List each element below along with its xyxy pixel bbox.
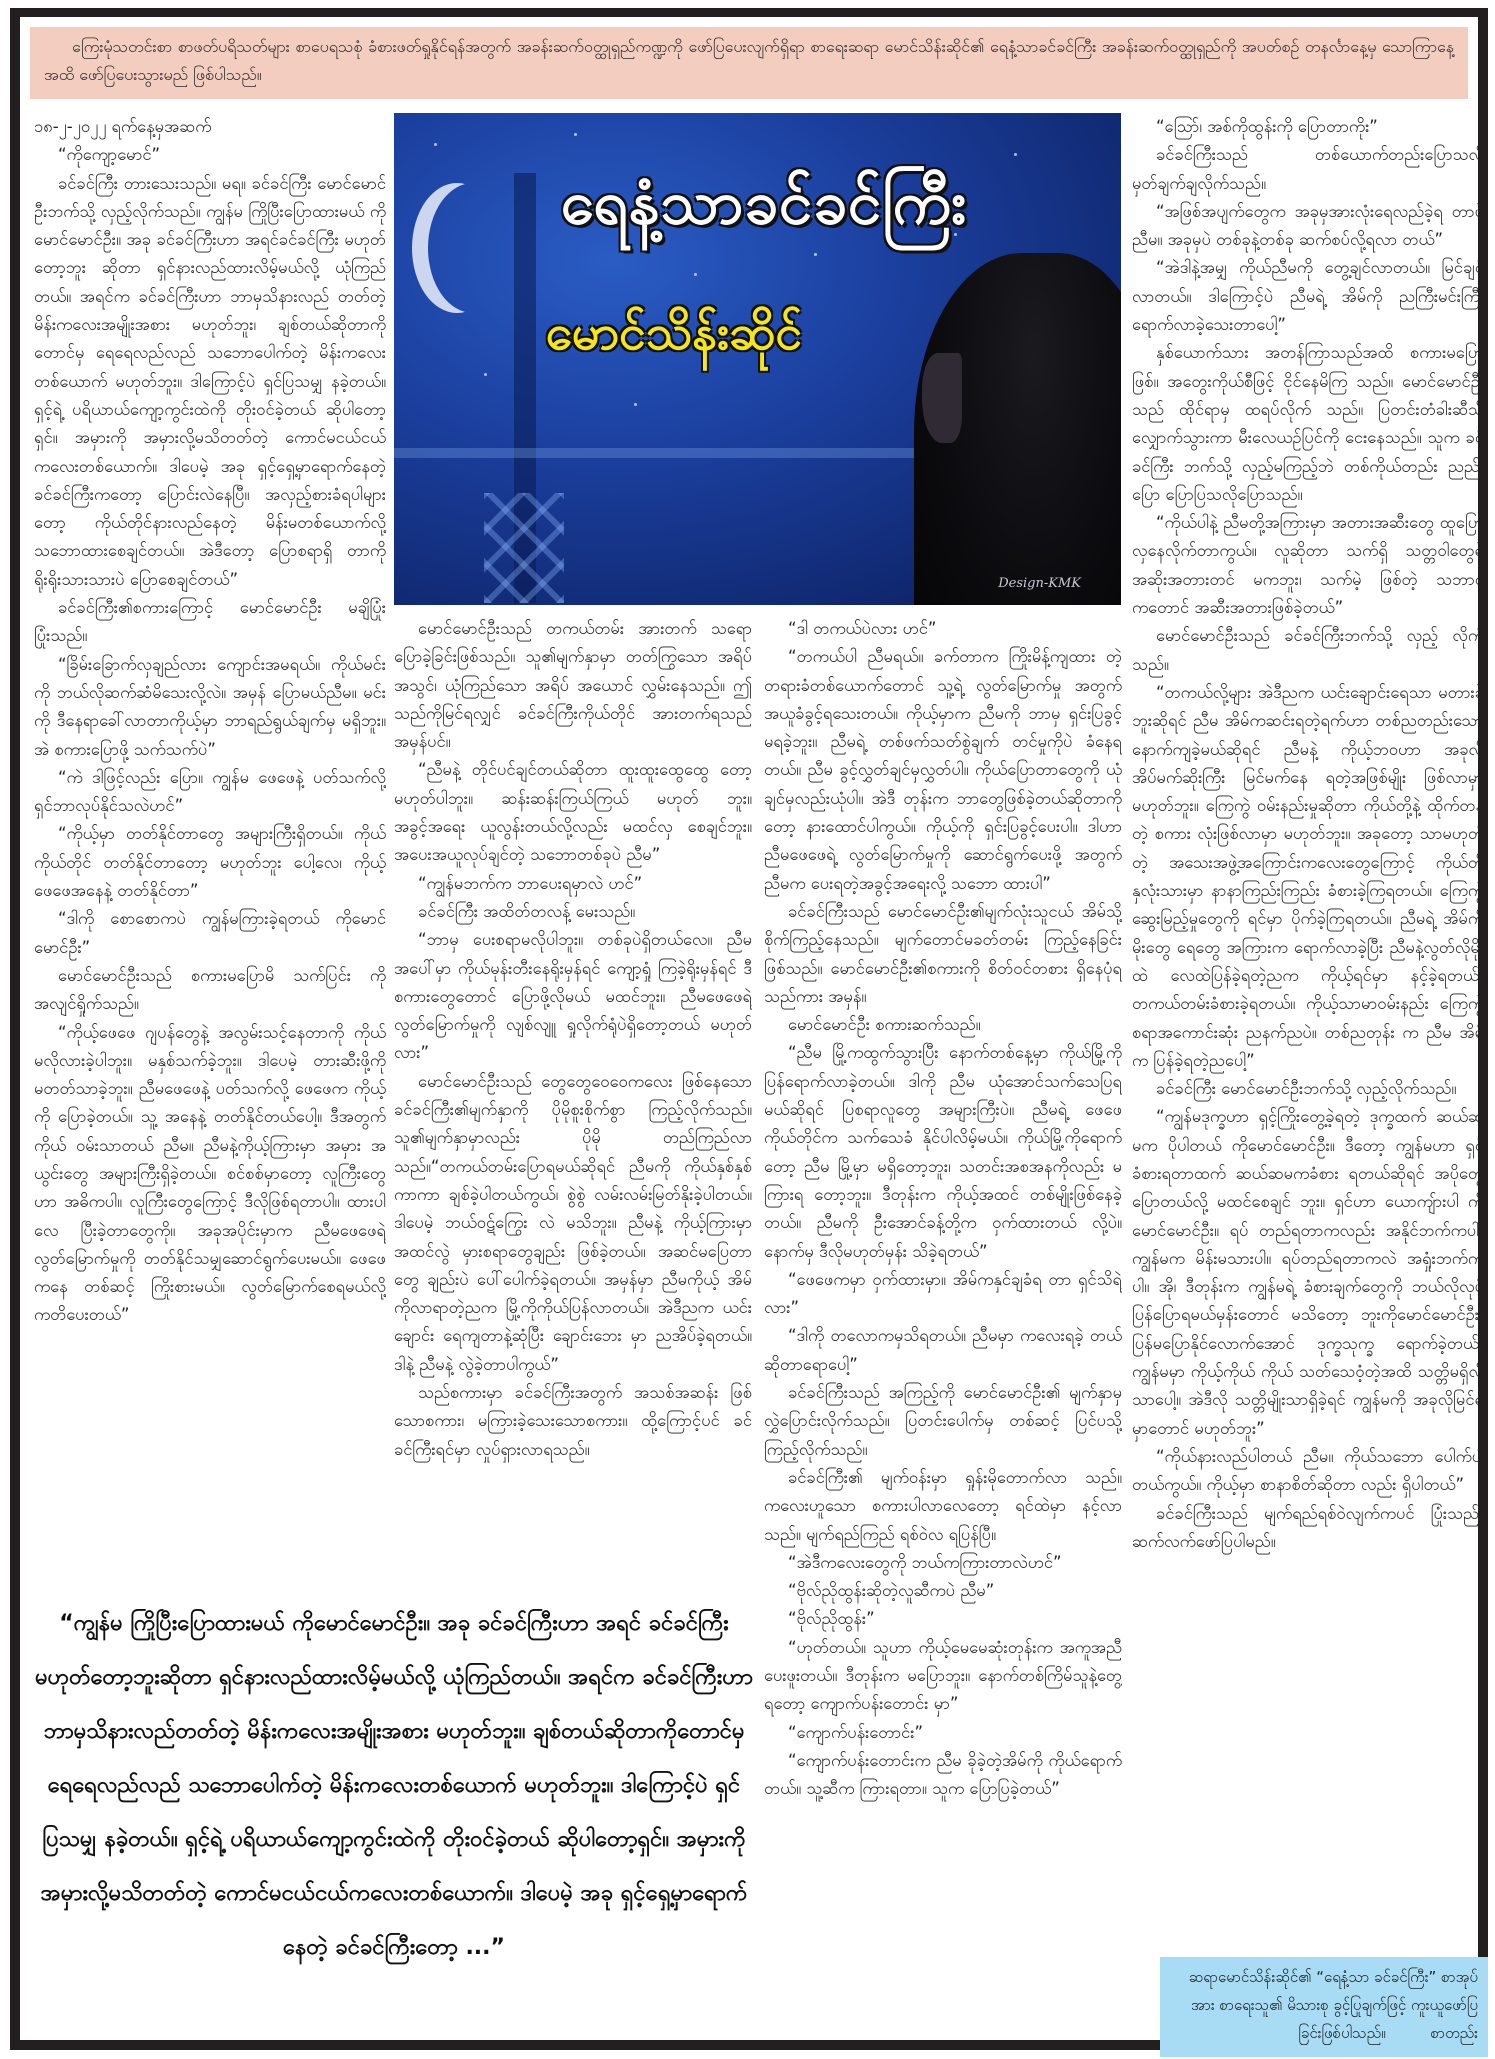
paragraph: ခင်ခင်ကြီးသည် အကြည့်ကို မောင်မောင်ဦး၏ မျက်နှာမှ လွှဲပြောင်းလိုက်သည်။ ပြတင်းပေါက်မှ တစ်ဆင့် ပြင်ပသို့ ကြည့်လိုက်သည်။	[764, 1383, 1122, 1459]
story-author: မောင်သိန်းဆိုင်	[545, 305, 803, 361]
pull-quote	[34, 1589, 754, 2059]
paragraph: “ကိုယ့်ဖေဖေ ဂျပန်တွေနဲ့ အလွမ်းသင့်နေတာကို ကိုယ် မလိုလားခဲ့ပါဘူး။ မနှစ်သက်ခဲ့ဘူး။ ဒါပေမဲ့ တားဆီးဖို့ကို မတတ်သာခဲ့ဘူး။ ညီမဖေဖေနဲ့ ပတ်သက်လို့ ဖေဖေက ကိုယ့်ကို ပြောခဲ့တယ်။ သူ့ အနေနဲ့ တတ်နိုင်တယ်ပေါ့။ ဒီအတွက် ကိုယ် ဝမ်းသာတယ် ညီမ။ ညီမနဲ့ကိုယ့်ကြားမှာ အမှား အယွင်းတွေ အများကြီးရှိခဲ့တယ်။ စင်စစ်မှာတော့ လူကြီးတွေဟာ အဓိကပါ။ လူကြီးတွေကြောင့် ဒီလိုဖြစ်ရတာပါ။ ထားပါလေ ပြီးခဲ့တာတွေကို။ အခုအပိုင်းမှာက ညီမဖေဖေရဲ့ လွတ်မြောက်မှုကို တတ်နိုင်သမျှဆောင်ရွက်ပေးမယ်။ ဖေဖေကနေ တစ်ဆင့် ကြိုးစားမယ်။ လွတ်မြောက်စေရမယ်လို့ ကတိပေးတယ်”	[34, 1022, 386, 1325]
paragraph: “ကိုယ်နားလည်ပါတယ် ညီမ။ ကိုယ်သဘော ပေါက်ပါတယ်ကွယ်။ ကိုယ့်မှာ စာနာစိတ်ဆိုတာ လည်း ရှိပါတယ်”	[1132, 1446, 1484, 1495]
credit-box	[1160, 1957, 1488, 2057]
paragraph: “ဖေဖေကမှာ ဝှက်ထားမှာ။ အိမ်ကနှင်ချခံရ တာ ရှင်သိရဲ့လား”	[764, 1269, 1122, 1318]
star-icon	[694, 273, 697, 276]
paragraph: “အဲဒီကလေးတွေကို ဘယ်ကကြားတာလဲဟင်”	[788, 1552, 1062, 1572]
paragraph: “ဗိုလ်ညိုထွန်း”	[788, 1609, 875, 1629]
paragraph: မောင်မောင်ဦးသည် ခင်ခင်ကြီးဘက်သို့ လှည့် လိုက်သည်။	[1132, 626, 1484, 674]
intro-banner	[30, 27, 1468, 99]
paragraph: “ညီမ မြို့ကထွက်သွားပြီး နောက်တစ်နေ့မှာ ကိုယ်မြို့ကို ပြန်ရောက်လာခဲ့တယ်။ ဒါကို ညီမ ယုံအောင်သက်သေပြရမယ်ဆိုရင် ပြစရာလူတွေ အများကြီးပဲ။ ညီမရဲ့ ဖေဖေကိုယ်တိုင်က သက်သေခံ နိုင်ပါလိမ့်မယ်။ ကိုယ်မြို့ကိုရောက်တော့ ညီမ မြို့မှာ မရှိတော့ဘူး၊ သတင်းအစအနကိုလည်း မကြားရ တော့ဘူး။ ဒီတုန်းက ကိုယ့်အထင် တစ်မျိုးဖြစ်နေခဲ့ တယ်။ ညီမကို ဦးအောင်ခန့်တို့က ဝှက်ထားတယ် လို့ပဲ။ နောက်မှ ဒီလိုမဟုတ်မှန်း သိခဲ့ရတယ်”	[764, 1043, 1122, 1261]
paragraph: “ကိုကျော့မောင်”	[58, 145, 161, 165]
column-3	[764, 615, 1122, 2045]
star-icon	[434, 143, 437, 146]
paragraph: “အဲဒါနဲ့အမျှ ကိုယ်ညီမကို တွေ့ချင်လာတယ်။ မြင်ချင်လာတယ်။ ဒါကြောင့်ပဲ ညီမရဲ့ အိမ်ကို ညကြီးမင်းကြီးရောက်လာခဲ့သေးတာပေါ့”	[1132, 258, 1484, 335]
paragraph: နှစ်ယောက်သား အတန်ကြာသည်အထိ စကားမပြောဖြစ်။ အတွေးကိုယ်စီဖြင့် ငိုင်နေမိကြ သည်။ မောင်မောင်ဦးသည် ထိုင်ရာမှ ထရပ်လိုက် သည်။ ပြတင်းတံခါးဆီသို့ လျှောက်သွားကာ မီးလေယဉ်ပြင်ကို ငေးနေသည်။ သူက ခင်ခင်ကြီး ဘက်သို့ လှည့်မကြည့်ဘဲ တစ်ကိုယ်တည်း ညည်း ပြော ပြောပြသလိုပြောသည်။	[1132, 343, 1484, 504]
star-icon	[634, 403, 637, 406]
woman-face	[922, 353, 962, 443]
star-icon	[814, 253, 817, 256]
paragraph: “ကဲ ဒါဖြင့်လည်း ပြော။ ကျွန်မ ဖေဖေနဲ့ ပတ်သက်လို့ ရှင်ဘာလုပ်နိုင်သလဲဟင်”	[34, 767, 386, 816]
paragraph: ခင်ခင်ကြီး၏စကားကြောင့် မောင်မောင်ဦး မချိပြုံး ပြုံးသည်။	[34, 598, 386, 646]
paragraph: မောင်မောင်ဦး စကားဆက်သည်။	[788, 1015, 981, 1035]
paragraph: “ကျွန်မဒုက္ခဟာ ရှင့်ကြိုးတွေ့ခဲ့ရတဲ့ ဒုက္ခထက် ဆယ်ဆမက ပိုပါတယ် ကိုမောင်မောင်ဦး။ ဒီတော့ ကျွန်မဟာ ရှင့်ခံစားရတာထက် ဆယ်ဆမကခံစား ရတယ်ဆိုရင် အပိုတွေပြောတယ်လို့ မထင်စေချင် ဘူး။ ရှင်ဟာ ယောကျ်ားပါ ကိုမောင်မောင်ဦး။ ရပ် တည်ရတာကလည်း အနိုင်ဘက်ကပါ။ ကျွန်မက မိန်းမသားပါ။ ရပ်တည်ရတာကလဲ အရှုံးဘက်က ပါ။ အို၊ ဒီတုန်းက ကျွန်မရဲ့ ခံစားချက်တွေကို ဘယ်လိုလုပ် ပြန်ပြောရမယ်မှန်းတောင် မသိတော့ ဘူးကိုမောင်မောင်ဦး။ ပြန်မပြောနိုင်လောက်အောင် ဒုက္ခသုက္ခ ရောက်ခဲ့တယ်။ ကျွန်မမှာ ကိုယ့်ကိုယ် ကိုယ် သတ်သေဝံ့တဲ့အထိ သတ္တိမရှိလို့သာပေါ့။ အဲဒီလို သတ္တိမျိုးသာရှိခဲ့ရင် ကျွန်မကို အခုလိုမြင်ရ မှာတောင် မဟုတ်ဘူး”	[1132, 1107, 1484, 1438]
paragraph: “ဒါကို တလောကမှသိရတယ်။ ညီမမှာ ကလေးရခဲ့ တယ်ဆိုတာရောပေါ့”	[764, 1326, 1122, 1374]
paragraph: ခင်ခင်ကြီး၏ မျက်ဝန်းမှာ ရှုန်းမိုတောက်လာ သည်။ ကလေးဟူသော စကားပါလာလေတော့ ရင်ထဲမှာ နင့်လာသည်။ မျက်ရည်ကြည် ရစ်ဝဲလ ရပြန်ပြီ။	[764, 1467, 1122, 1544]
paragraph: “ဗိုလ်ညိုထွန်းဆိုတဲ့လူဆီကပဲ ညီမ”	[788, 1581, 995, 1601]
paragraph: ၁၈-၂-၂၀၂၂ ရက်နေ့မှအဆက်	[34, 117, 212, 136]
design-credit: Design-KMK	[998, 576, 1081, 591]
paragraph: “ညီမနဲ့ တိုင်ပင်ချင်တယ်ဆိုတာ ထူးထူးထွေထွေ တော့ မဟုတ်ပါဘူး။ ဆန်းဆန်းကြယ်ကြယ် မဟုတ် ဘူး။ အခွင့်အရေး ယူလွန်းတယ်လို့လည်း မထင်လှ စေချင်ဘူး။ အပေးအယူလုပ်ချင်တဲ့ သဘောတစ်ခုပဲ ညီမ”	[394, 760, 752, 865]
paragraph: မောင်မောင်ဦးသည် တွေတွေဝေဝေကလေး ဖြစ်နေသော ခင်ခင်ကြီး၏မျက်နှာကို ပိုမိုစူးစိုက်စွာ ကြည့်လိုက်သည်။ သူ၏မျက်နှာမှာလည်း ပိုမို တည်ကြည်လာသည်။“တကယ်တမ်းပြောရမယ်ဆိုရင် ညီမကို ကိုယ်နှစ်နှစ်ကာကာ ချစ်ခဲ့ပါတယ်ကွယ်၊ စွဲစွဲ လမ်းလမ်းမြတ်နိုးခဲ့ပါတယ်။ ဒါပေမဲ့ ဘယ်ဝဋ်ကြွေး လဲ မသိဘူး။ ညီမနဲ့ ကိုယ့်ကြားမှာ အထင်လွဲ မှားစရာတွေချည်း ဖြစ်ခဲ့တယ်။ အဆင်မပြေတာတွေ ချည်းပဲ ပေါ်ပေါက်ခဲ့ရတယ်။ အမှန်မှာ ညီမကိုယ့် အိမ်ကိုလာရာတဲ့ညက မြို့ကိုကိုယ်ပြန်လာတယ်။ အဲဒီညက ယင်းချောင်း ရေကျတာနဲ့ဆုံပြီး ချောင်းဘေး မှာ ညအိပ်ခဲ့ရတယ်။ ဒါနဲ့ ညီမနဲ့ လွဲခဲ့တာပါကွယ်”	[394, 1071, 752, 1374]
paragraph: ခင်ခင်ကြီး အထိတ်တလန့် မေးသည်။	[418, 901, 636, 921]
credit-text: ဆရာမောင်သိန်းဆိုင်၏ “ရေနံ့သာ ခင်ခင်ကြီး” စာအုပ်အား စာရေးသူ၏ မိသားစု ခွင့်ပြုချက်ဖြင့် ကူးယူဖော်ပြခြင်းဖြစ်ပါသည်။	[1188, 1968, 1478, 2042]
paragraph: မောင်မောင်ဦးသည် စကားမပြောမိ သက်ပြင်း ကို အလျင်ရှိုက်သည်။	[34, 965, 386, 1014]
paragraph: ခင်ခင်ကြီးသည် မျက်ရည်ရစ်ဝဲလျက်ကပင် ပြုံးသည်။ ဆက်လက်ဖော်ပြပါမည်။	[1132, 1503, 1484, 1551]
paragraph: “ကျောက်ပန်းတောင်းက ညီမ ခိုခဲ့တဲ့အိမ်ကို ကိုယ်ရောက်တယ်။ သူ့ဆီက ကြားရတာ။ သူက ပြောပြခဲ့တယ်”	[764, 1750, 1122, 1799]
paragraph: ခင်ခင်ကြီး မောင်မောင်ဦးဘက်သို့ လှည့်လိုက်သည်။	[1156, 1079, 1457, 1099]
paragraph: “ဒါကို စောစောကပဲ ကျွန်မကြားခဲ့ရတယ် ကိုမောင်မောင်ဦး”	[34, 909, 386, 957]
paragraph: “ကိုယ်ပါနဲ့ ညီမတို့အကြားမှာ အတားအဆီးတွေ ထူပြောလှနေလိုက်တာကွယ်။ လူဆိုတာ သက်ရှိ သတ္တဝါတွေရဲ့ အဆိုးအတားတင် မကဘူး၊ သက်မဲ့ ဖြစ်တဲ့ သဘာဝကတောင် အဆီးအတားဖြစ်ခဲ့တယ်”	[1132, 513, 1484, 618]
editor-signature: စာတည်း	[1430, 2024, 1478, 2042]
star-icon	[574, 133, 577, 136]
column-4	[1132, 113, 1484, 1913]
window-lattice	[484, 493, 564, 603]
paragraph: မောင်မောင်ဦးသည် တကယ်တမ်း အားတက် သရော ပြောခဲ့ခြင်းဖြစ်သည်။ သူ၏မျက်နှာမှာ တတ်ကြွသော အရိပ်အသွင်၊ ယုံကြည်သော အရိပ် အယောင် လွှမ်းနေသည်။ ဤသည်ကိုမြင်ရလျှင် ခင်ခင်ကြီးကိုယ်တိုင် အားတက်ရသည် အမှန်ပင်။	[394, 619, 752, 752]
paragraph: သည်စကားမှာ ခင်ခင်ကြီးအတွက် အသစ်အဆန်း ဖြစ်သောစကား၊ မကြားခဲ့သေးသောစကား။ ထို့ကြောင့်ပင် ခင်ခင်ကြီးရင်မှာ လှုပ်ရှားလာရသည်။	[394, 1383, 752, 1459]
paragraph: “ဟုတ်တယ်။ သူဟာ ကိုယ့်မေမေဆုံးတုန်းက အကူအညီ ပေးဖူးတယ်။ ဒီတုန်းက မပြောဘူး။ နောက်တစ်ကြိမ်သူနဲ့တွေ့ရတော့ ကျောက်ပန်းတောင်း မှာ”	[764, 1637, 1122, 1714]
star-icon	[484, 373, 487, 376]
paragraph: “ခြိမ်းခြောက်လှချည်လား ကျောင်းအမရယ်။ ကိုယ်မင်းကို ဘယ်လိုဆက်ဆံမိသေးလို့လဲ။ အမှန် ပြောမယ်ညီမ။ မင်းကို ဒီနေရာခေါ်လာတာကိုယ့်မှာ ဘာရည်ရွယ်ချက်မှ မရှိဘူး။ အဲ စကားပြောဖို့ သက်သက်ပဲ”	[34, 654, 386, 759]
column-1	[34, 113, 386, 1578]
hero-illustration	[394, 113, 1121, 605]
intro-text: ကြေးမုံသတင်းစာ စာဖတ်ပရိသတ်များ စာပေရသစုံ ခံစားဖတ်ရှုနိုင်ရန်အတွက် အခန်းဆက်ဝတ္ထုရှည်ကဏ္ဍကို ဖော်ပြပေးလျက်ရှိရာ စာရေးဆရာ မောင်သိန်းဆိုင်၏ ရေနံ့သာခင်ခင်ကြီး အခန်းဆက်ဝတ္ထုရှည်ကို အပတ်စဉ် တနင်္လာနေ့မှ သောကြာနေ့အထိ ဖော်ပြပေးသွားမည် ဖြစ်ပါသည်။	[44, 37, 1454, 84]
story-title: ရေနံ့သာခင်ခင်ကြီး	[560, 168, 968, 238]
paragraph: “တကယ်ပါ ညီမရယ်။ ခက်တာက ကြိုးမိန့်ကျထား တဲ့ တရားခံတစ်ယောက်တောင် သူ့ရဲ့ လွတ်မြောက်မှု အတွက် အယူခံခွင့်ရသေးတယ်။ ကိုယ့်မှာက ညီမကို ဘာမှ ရှင်းပြခွင့် မရခဲ့ဘူး။ ညီမရဲ့ တစ်ဖက်သတ်စွဲချက် တင်မှုကိုပဲ ခံနေရတယ်။ ညီမ ခွင့်လွှတ်ချင်မှလွှတ်ပါ။ ကိုယ်ပြောတာတွေကို ယုံချင်မှလည်းယုံပါ။ အဲဒီ တုန်းက ဘာတွေဖြစ်ခဲ့တယ်ဆိုတာကိုတော့ နားထောင်ပါကွယ်။ ကိုယ့်ကို ရှင်းပြခွင့်ပေးပါ။ ဒါဟာ ညီမဖေဖေရဲ့ လွတ်မြောက်မှုကို ဆောင်ရွက်ပေးဖို့ အတွက် ညီမက ပေးရတဲ့အခွင့်အရေးလို့ သဘော ထားပါ”	[764, 647, 1122, 893]
column-2	[394, 615, 752, 1575]
paragraph: “ဩော်၊ အစ်ကိုထွန်းကို ပြောတာကိုး”	[1156, 117, 1378, 136]
star-icon	[1014, 153, 1017, 156]
paragraph: “ကိုယ့်မှာ တတ်နိုင်တာတွေ အများကြီးရှိတယ်။ ကိုယ်ကိုယ်တိုင် တတ်နိုင်တာတော့ မဟုတ်ဘူး ပေါ့လေ၊ ကိုယ့်ဖေဖေအနေနဲ့ တတ်နိုင်တာ”	[34, 824, 386, 901]
paragraph: “ဘာမှ ပေးစရာမလိုပါဘူး။ တစ်ခုပဲရှိတယ်လေ။ ညီမအပေါ်မှာ ကိုယ်မုန်းတီးနေရိုးမှန်ရင် ကျော့ရှုံ ကြခဲ့ရိုးမှန်ရင် ဒီစကားတွေတောင် ပြောဖို့လိုမယ် မထင်ဘူး။ ညီမဖေဖေရဲ့ လွတ်မြောက်မှုကို လျစ်လျူ ရှုလိုက်ရုံပဲရှိတော့တယ် မဟုတ်လား”	[394, 930, 752, 1063]
paragraph: “အဖြစ်အပျက်တွေက အခုမှအားလုံးရေလည်ခဲ့ရ တာပဲညီမ။ အခုမှပဲ တစ်ခုနဲ့တစ်ခု ဆက်စပ်လို့ရလာ တယ်”	[1132, 201, 1484, 250]
paragraph: ခင်ခင်ကြီး တားသေးသည်။ မရ။ ခင်ခင်ကြီး မောင်မောင်ဦးဘက်သို့ လှည့်လိုက်သည်။ ကျွန်မ ကြိုပြီးပြောထားမယ် ကိုမောင်မောင်ဦး။ အခု ခင်ခင်ကြီးဟာ အရင်ခင်ခင်ကြီး မဟုတ်တော့ဘူး ဆိုတာ ရှင်နားလည်ထားလိမ့်မယ်လို့ ယုံကြည်တယ်။ အရင်က ခင်ခင်ကြီးဟာ ဘာမှသိနားလည် တတ်တဲ့ မိန်းကလေးအမျိုးအစား မဟုတ်ဘူး၊ ချစ်တယ်ဆိုတာကိုတောင်မှ ရေရေလည်လည် သဘောပေါက်တဲ့ မိန်းကလေးတစ်ယောက် မဟုတ်ဘူး။ ဒါကြောင့်ပဲ ရှင်ပြသမျှ နခဲ့တယ်။ ရှင့်ရဲ့ ပရိယာယ်ကျော့ကွင်းထဲကို တိုးဝင်ခဲ့တယ် ဆိုပါတော့ရှင်။ အမှားကို အမှားလို့မသိတတ်တဲ့ ကောင်မငယ်ငယ်ကလေးတစ်ယောက်။ ဒါပေမဲ့ အခု ရှင့်ရှေ့မှာရောက်နေတဲ့ ခင်ခင်ကြီးကတော့ ပြောင်းလဲနေပြီ။ အလှည့်စားခံရပါများတော့ ကိုယ်တိုင်နားလည်နေတဲ့ မိန်းမတစ်ယောက်လို့ သဘောထားစေချင်တယ်။ အဲဒီတော့ ပြောစရာရှိ တာကို ရိုးရိုးသားသားပဲ ပြောစေချင်တယ်”	[34, 173, 386, 589]
paragraph: “ဒါ တကယ်ပဲလား ဟင်”	[788, 619, 937, 638]
paragraph: ခင်ခင်ကြီးသည် မောင်မောင်ဦး၏မျက်လုံးသူငယ် အိမ်သို့ စိုက်ကြည့်နေသည်။ မျက်တောင်မခတ်တမ်း ကြည့်နေခြင်းဖြစ်သည်။ မောင်မောင်ဦး၏စကားကို စိတ်ဝင်တစား ရှိနေပုံရသည်ကား အမှန်။	[764, 901, 1122, 1006]
paragraph: ခင်ခင်ကြီးသည် တစ်ယောက်တည်းပြောသလို မှတ်ချက်ချလိုက်သည်။	[1132, 145, 1484, 193]
pull-quote-text: “ကျွန်မ ကြိုပြီးပြောထားမယ် ကိုမောင်မောင်ဦး။ အခု ခင်ခင်ကြီးဟာ အရင် ခင်ခင်ကြီး မဟုတ်တော့ဘူးဆိုတာ ရှင်နားလည်ထားလိမ့်မယ်လို့ ယုံကြည်တယ်။ အရင်က ခင်ခင်ကြီးဟာ ဘာမှသိနားလည်တတ်တဲ့ မိန်းကလေးအမျိုးအစား မဟုတ်ဘူး။ ချစ်တယ်ဆိုတာကိုတောင်မှ ရေရေလည်လည် သဘောပေါက်တဲ့ မိန်းကလေးတစ်ယောက် မဟုတ်ဘူး။ ဒါကြောင့်ပဲ ရှင်ပြသမျှ နခဲ့တယ်။ ရှင့်ရဲ့ ပရိယာယ်ကျော့ကွင်းထဲကို တိုးဝင်ခဲ့တယ် ဆိုပါတော့ရှင်။ အမှားကို အမှားလို့မသိတတ်တဲ့ ကောင်မငယ်ငယ်ကလေးတစ်ယောက်။ ဒါပေမဲ့ အခု ရှင့်ရှေ့မှာရောက်နေတဲ့ ခင်ခင်ကြီးတော့ ...”	[35, 1611, 753, 1960]
paragraph: “ကျွန်မဘက်က ဘာပေးရမှာလဲ ဟင်”	[418, 873, 643, 893]
paragraph: “တကယ်လို့များ အဲဒီညက ယင်းချောင်းရေသာ မတားခဲ့ဘူးဆိုရင် ညီမ အိမ်ကဆင်းရတဲ့ရက်ဟာ တစ်ညတည်းသော နောက်ကျခဲ့မယ်ဆိုရင် ညီမနဲ့ ကိုယ့်ဘဝဟာ အခုလို အိပ်မက်ဆိုးကြီး မြင်မက်နေ ရတဲ့အဖြစ်မျိုး ဖြစ်လာမှာမဟုတ်ဘူး။ ကြေကွဲ ဝမ်းနည်းမှုဆိုတာ ကိုယ်တို့နဲ့ ထိုက်တန်တဲ့ စကား လုံးဖြစ်လာမှာ မဟုတ်ဘူး။ အခုတော့ သာမဟုတ် တဲ့ အသေးအဖွဲ့အကြောင်းကလေးတွေကြောင့် ကိုယ်တို့ နှလုံးသားမှာ နာနာကြည်းကြည်း ခံစားခဲ့ကြရတယ်။ ကြေကွဲဆွေးမြည့်မှုတွေကို ရင်မှာ ပိုက်ခဲ့ကြရတယ်။ ညီမရဲ့ အိမ်ကို မိုးတွေ ရေတွေ အကြားက ရောက်လာခဲ့ပြီး ညီမနဲ့လွတ်လိုမိုးထဲ လေထဲပြန်ခဲ့ရတဲ့ညက ကိုယ့်ရင်မှာ နင့်ခဲ့ရတယ်။ တကယ်တမ်းခံစားခဲ့ရတယ်။ ကိုယ့်သာမာဝမ်းနည်း ကြေကွဲ စရာအကောင်းဆုံး ညနက်ညပဲ။ တစ်ညတုန်း က ညီမ အိမ်က ပြန်ခဲ့ရတဲ့ညပေါ့”	[1132, 682, 1484, 1070]
page-frame	[10, 8, 1488, 2050]
paragraph: “ကျောက်ပန်းတောင်း”	[788, 1722, 924, 1742]
